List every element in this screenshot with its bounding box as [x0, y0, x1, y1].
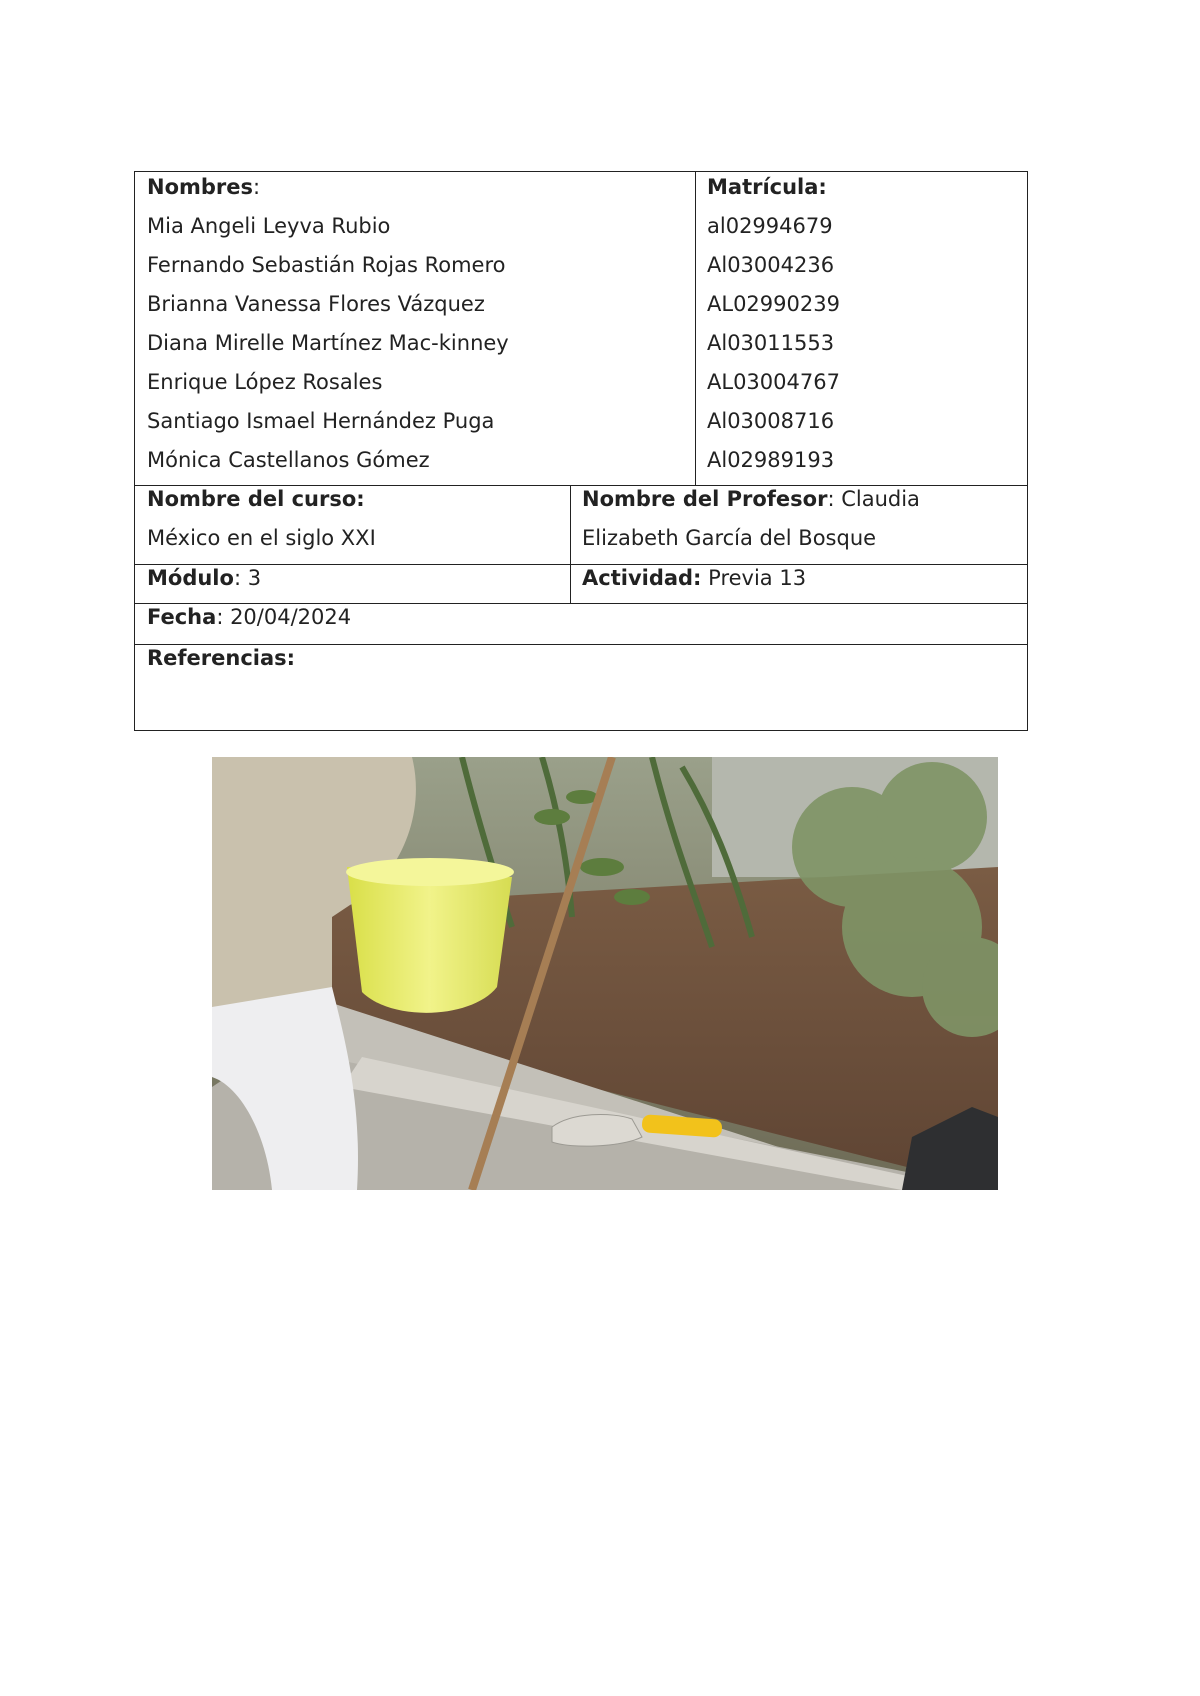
planting-photo-drawing — [212, 757, 998, 1190]
actividad-value: Previa 13 — [701, 566, 807, 590]
actividad-row — [582, 559, 806, 598]
nombres-colon: : — [253, 175, 261, 199]
student-id: AL03004767 — [707, 370, 840, 394]
actividad-label: Actividad: — [582, 566, 702, 590]
fecha-value: : 20/04/2024 — [216, 605, 352, 629]
student-name: Enrique López Rosales — [147, 370, 383, 394]
student-name: Mia Angeli Leyva Rubio — [147, 214, 391, 238]
student-name: Mónica Castellanos Gómez — [147, 448, 430, 472]
profesor-value-line1: : Claudia — [827, 487, 920, 511]
student-id: al02994679 — [707, 214, 833, 238]
student-name: Santiago Ismael Hernández Puga — [147, 409, 495, 433]
modulo-label: Módulo — [147, 566, 234, 590]
student-id: Al03008716 — [707, 409, 835, 433]
divider-course-professor — [570, 485, 571, 604]
divider-row-2 — [135, 564, 1027, 565]
profesor-label: Nombre del Profesor — [582, 487, 828, 511]
matricula-header: Matrícula: — [707, 175, 827, 199]
student-id: Al02989193 — [707, 448, 835, 472]
modulo-row — [147, 559, 261, 598]
profesor-header — [582, 480, 920, 519]
curso-value: México en el siglo XXI — [147, 526, 376, 550]
student-name: Fernando Sebastián Rojas Romero — [147, 253, 506, 277]
fecha-label: Fecha — [147, 605, 217, 629]
modulo-value: : 3 — [233, 566, 262, 590]
student-name: Diana Mirelle Martínez Mac-kinney — [147, 331, 509, 355]
planting-photo — [212, 757, 998, 1190]
student-id: AL02990239 — [707, 292, 840, 316]
profesor-value-line2: Elizabeth García del Bosque — [582, 526, 877, 550]
referencias-label: Referencias: — [147, 646, 296, 670]
fecha-row — [147, 598, 351, 637]
divider-names-ids — [695, 172, 696, 485]
student-id: Al03011553 — [707, 331, 835, 355]
nombres-label: Nombres — [147, 175, 254, 199]
student-id: Al03004236 — [707, 253, 835, 277]
cover-table — [134, 171, 1028, 731]
student-name: Brianna Vanessa Flores Vázquez — [147, 292, 485, 316]
curso-label: Nombre del curso: — [147, 487, 365, 511]
nombres-header — [147, 168, 260, 207]
